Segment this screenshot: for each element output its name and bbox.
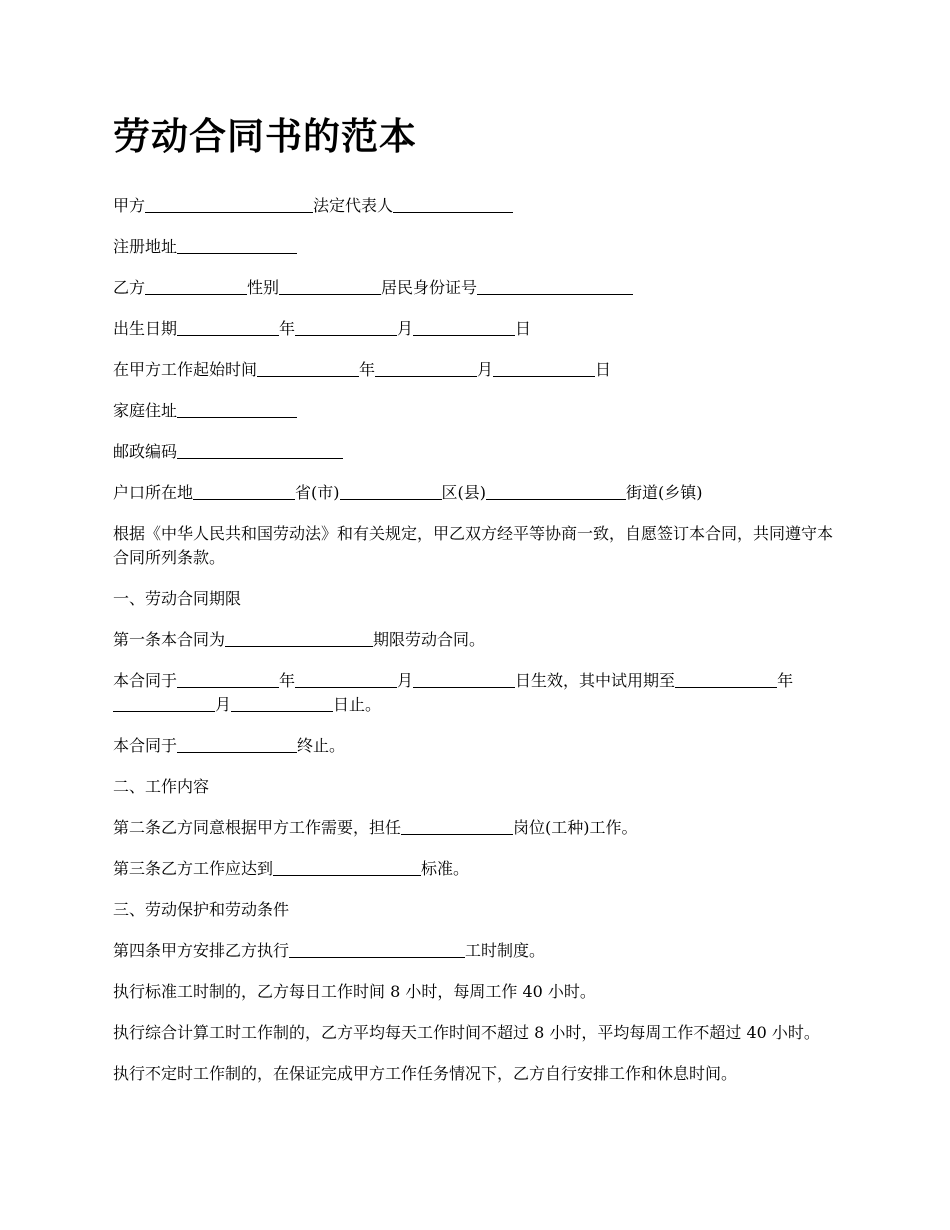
birth-date-line — [113, 317, 843, 341]
standard-blank — [273, 857, 421, 876]
registered-address-label: 注册地址 — [113, 237, 178, 256]
province-blank — [193, 481, 295, 500]
article-1-prefix: 第一条本合同为 — [113, 630, 226, 649]
year-label: 年 — [279, 319, 296, 338]
year-label: 年 — [777, 671, 794, 690]
year-label: 年 — [279, 671, 296, 690]
district-blank — [340, 481, 442, 500]
start-year-blank — [257, 358, 359, 377]
preamble-paragraph — [113, 522, 843, 570]
party-a-line — [113, 194, 843, 218]
id-number-label: 居民身份证号 — [381, 278, 478, 297]
section-heading-text: 二、工作内容 — [113, 777, 210, 796]
party-b-line — [113, 276, 843, 300]
position-blank — [401, 816, 513, 835]
household-label: 户口所在地 — [113, 483, 194, 502]
birth-month-blank — [295, 317, 397, 336]
registered-address-line — [113, 235, 843, 259]
id-number-blank — [477, 276, 633, 295]
province-label: 省(市) — [295, 483, 340, 502]
standard-hours-text: 执行标准工时制的，乙方每日工作时间 8 小时，每周工作 40 小时。 — [113, 982, 596, 1001]
home-address-blank — [177, 399, 297, 418]
flexible-hours-paragraph — [113, 1062, 843, 1086]
effective-prefix: 本合同于 — [113, 671, 178, 690]
district-label: 区(县) — [441, 483, 487, 502]
birth-day-blank — [413, 317, 515, 336]
postal-code-label: 邮政编码 — [113, 442, 178, 461]
probation-text: 日生效，其中试用期至 — [515, 671, 676, 690]
day-label: 日 — [515, 319, 532, 338]
section-heading-protection — [113, 898, 843, 922]
year-label: 年 — [359, 360, 376, 379]
article-2-suffix: 岗位(工种)工作。 — [513, 818, 638, 837]
probation-year-blank — [675, 669, 777, 688]
end-label: 日止。 — [333, 695, 382, 714]
section-heading-term — [113, 587, 843, 611]
contract-type-blank — [225, 628, 373, 647]
gender-blank — [279, 276, 381, 295]
article-3-prefix: 第三条乙方工作应达到 — [113, 859, 274, 878]
hours-system-blank — [289, 939, 465, 958]
article-3-suffix: 标准。 — [421, 859, 470, 878]
month-label: 月 — [397, 671, 414, 690]
registered-address-blank — [177, 235, 297, 254]
start-month-blank — [375, 358, 477, 377]
section-heading-text: 一、劳动合同期限 — [113, 589, 242, 608]
month-label: 月 — [397, 319, 414, 338]
day-label: 日 — [595, 360, 612, 379]
legal-rep-label: 法定代表人 — [313, 196, 394, 215]
section-heading-work — [113, 775, 843, 799]
legal-rep-blank — [393, 194, 513, 213]
article-2-prefix: 第二条乙方同意根据甲方工作需要，担任 — [113, 818, 402, 837]
article-4-line — [113, 939, 843, 963]
article-1-line — [113, 628, 843, 652]
preamble-text: 根据《中华人民共和国劳动法》和有关规定，甲乙双方经平等协商一致，自愿签订本合同，共同遵守本合同所列条款。 — [113, 524, 834, 567]
home-address-line — [113, 399, 843, 423]
flexible-hours-text: 执行不定时工作制的，在保证完成甲方工作任务情况下，乙方自行安排工作和休息时间。 — [113, 1064, 738, 1083]
effective-date-paragraph — [113, 669, 843, 717]
gender-label: 性别 — [247, 278, 280, 297]
birth-date-label: 出生日期 — [113, 319, 178, 338]
postal-code-line — [113, 440, 843, 464]
start-day-blank — [493, 358, 595, 377]
effective-month-blank — [295, 669, 397, 688]
article-1-suffix: 期限劳动合同。 — [373, 630, 486, 649]
probation-month-blank — [113, 693, 215, 712]
month-label: 月 — [215, 695, 232, 714]
party-b-blank — [145, 276, 247, 295]
standard-hours-paragraph — [113, 980, 843, 1004]
street-label: 街道(乡镇) — [626, 483, 703, 502]
termination-prefix: 本合同于 — [113, 736, 178, 755]
comprehensive-hours-paragraph — [113, 1021, 843, 1045]
termination-line — [113, 734, 843, 758]
birth-year-blank — [177, 317, 279, 336]
postal-code-blank — [177, 440, 343, 459]
article-4-suffix: 工时制度。 — [465, 941, 546, 960]
effective-day-blank — [413, 669, 515, 688]
home-address-label: 家庭住址 — [113, 401, 178, 420]
month-label: 月 — [477, 360, 494, 379]
party-b-label: 乙方 — [113, 278, 146, 297]
section-heading-text: 三、劳动保护和劳动条件 — [113, 900, 290, 919]
article-2-line — [113, 816, 843, 840]
comprehensive-hours-text: 执行综合计算工时工作制的，乙方平均每天工作时间不超过 8 小时，平均每周工作不超过 40 小时。 — [113, 1023, 820, 1042]
article-3-line — [113, 857, 843, 881]
probation-day-blank — [231, 693, 333, 712]
party-a-label: 甲方 — [113, 196, 146, 215]
article-4-prefix: 第四条甲方安排乙方执行 — [113, 941, 290, 960]
contract-page — [113, 110, 843, 1103]
start-date-line — [113, 358, 843, 382]
party-a-blank — [145, 194, 313, 213]
street-blank — [486, 481, 626, 500]
termination-blank — [177, 734, 297, 753]
start-date-label: 在甲方工作起始时间 — [113, 360, 258, 379]
termination-suffix: 终止。 — [297, 736, 346, 755]
effective-year-blank — [177, 669, 279, 688]
document-title: 劳动合同书的范本 — [113, 114, 417, 158]
household-registration-line — [113, 481, 843, 505]
